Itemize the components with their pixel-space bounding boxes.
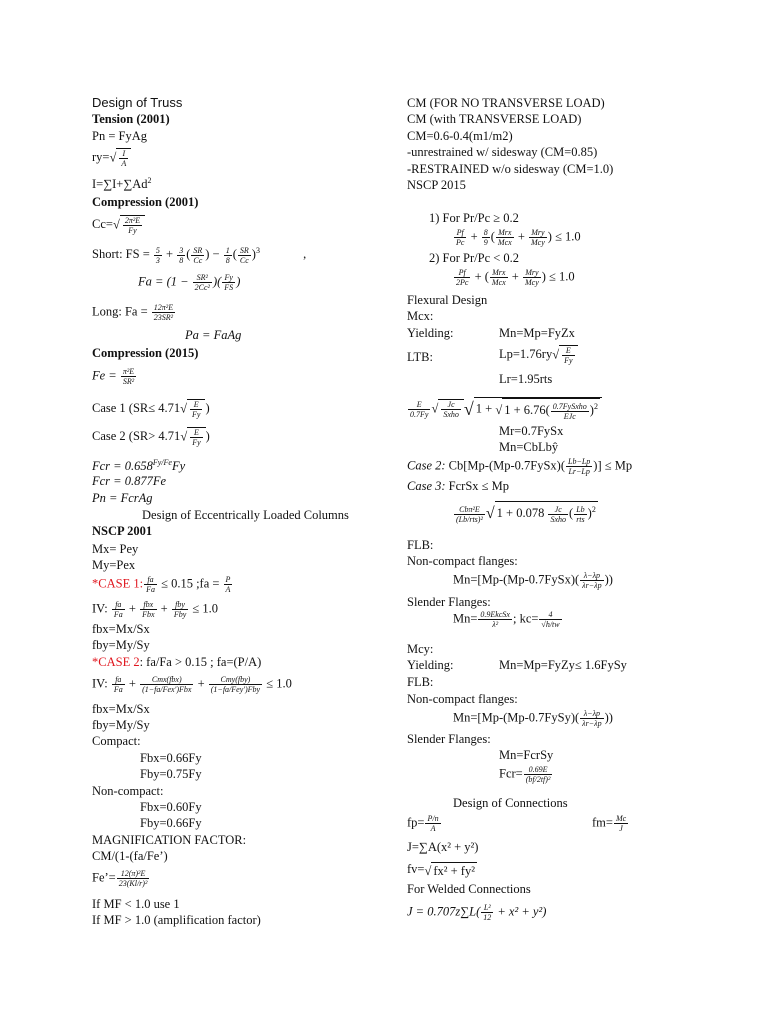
label-ltb: LTB: [407, 350, 433, 364]
formula-yielding-y: Mn=Mp=FyZy≤ 1.6FySy [499, 658, 627, 672]
formula-fcr-inelastic: Fcr = $0.658^{Fy/Fe}Fy$ [92, 458, 186, 474]
label-noncompact-flanges-y: Non-compact flanges: [407, 692, 518, 706]
formula-fbx-compact: Fbx=0.66Fy [140, 751, 202, 765]
formula-fby-compact: Fby=0.75Fy [140, 767, 202, 781]
interaction-eq-2: IV: $\frac{fa}{Fa}$ + $\frac{\text{Cmx(fbx)}}{\text{(1−fa/Fex′)Fbx}}$ + $\frac{\text{Cmy(fby)}}{\text{(1−fa/Fey′)Fby}}$ ≤ 1.0 [92, 675, 292, 694]
case-2-condition: *CASE 2: fa/Fa > 0.15 ; fa=(P/A) [92, 655, 262, 669]
formula-my: My=Pex [92, 558, 136, 572]
label-flb: FLB: [407, 538, 434, 552]
formula-fbx-noncompact: Fbx=0.60Fy [140, 800, 202, 814]
list-item-1: 1) For Pr/Pc ≥ 0.2 [429, 211, 519, 225]
formula-fby-1: fby=My/Sy [92, 638, 150, 652]
label-mcy: Mcy: [407, 642, 434, 656]
formula-ry: ry=√ $\frac{I}{A}$ [92, 148, 131, 168]
interaction-2015-2: $\frac{Pf}{2Pc}$ + ( $\frac{\text{Mrx}}{\text{Mcx}}$ + $\frac{\text{Mry}}{\text{Mcy}}$ ) ≤ 1.0 [456, 268, 575, 287]
mf-rule-1: If MF < 1.0 use 1 [92, 897, 180, 911]
cm-with-transverse: CM (with TRANSVERSE LOAD) [407, 112, 582, 126]
formula-fe-prime: Fe’= $\frac{\text{12(π)²E}}{\text{23(Kl/r)²}}$ [92, 869, 148, 888]
cm-unrestrained: -unrestrained w/ sidesway (CM=0.85) [407, 145, 598, 159]
formula-fm: fm= $\frac{Mc}{J}$ [592, 814, 627, 833]
formula-lp: Lp=1.76ry√ $\frac{E}{Fy}$ [499, 345, 578, 365]
formula-lr-full: $\frac{E}{0.7Fy}$ √ $\frac{Jc}{\text{Sxho}}$ √ 1 + √ 1 + 6.76( $\frac{\text{0.7FySxho}}{\text{EJc}}$ )$^2$ [407, 397, 602, 421]
label-flb-y: FLB: [407, 675, 434, 689]
formula-mn-slender: Mn= $\frac{\text{0.9EkcSx}}{\text{λ²}}$ ; kc= $\frac{4}{√h/tw}$ [453, 610, 560, 629]
ltb-case-3: Case 3: FcrSx ≤ Mp [407, 479, 510, 493]
formula-fbx-2: fbx=Mx/Sx [92, 702, 150, 716]
ltb-case-2: Case 2: Cb[Mp-(Mp-0.7FySx)( $\frac{Lb-Lp}{Lr-Lp}$ )] ≤ Mp [407, 457, 633, 476]
formula-mn-noncompact: Mn=[Mp-(Mp-0.7FySx)( $\frac{\lambda-\lambda p}{\lambda r-\lambda p}$ )) [453, 571, 613, 590]
list-item-2: 2) For Pr/Pc < 0.2 [429, 251, 520, 265]
formula-long-fa: Long: Fa = $\frac{\text{12π²E}}{\text{23SR²}}$ [92, 303, 174, 322]
formula-short-fs: Short: FS = $\frac{5}{3}$ + $\frac{3}{8}$ ( $\frac{SR}{Cc}$ ) − $\frac{1}{8}$ ( $\frac{SR}{Cc}$ )$^3$ , [92, 245, 307, 265]
label-noncompact-flanges: Non-compact flanges: [407, 554, 518, 568]
case-1-limit: Case 1 (SR≤ 4.71√ $\frac{E}{Fy}$ ) [92, 400, 210, 419]
formula-mn-fcr: Mn=FcrSy [499, 748, 554, 762]
cm-formula: CM=0.6-0.4(m1/m2) [407, 129, 513, 143]
formula-fcr-slender: Fcr= $\frac{0.69E}{\text{(bf/2tf)²}}$ [499, 765, 551, 784]
label-mcx: Mcx: [407, 309, 434, 323]
formula-fa: Fa = (1 − $\frac{\text{SR²}}{\text{2Cc²}}$ )( $\frac{Fy}{FS}$ ) [138, 273, 241, 292]
formula-cm: CM/(1-(fa/Fe’) [92, 849, 168, 863]
formula-lr: Lr=1.95rts [499, 372, 553, 386]
heading-magnification: MAGNIFICATION FACTOR: [92, 833, 247, 847]
heading-nscp-2015: NSCP 2015 [407, 178, 466, 192]
label-yielding: Yielding: [407, 326, 454, 340]
label-slender-flanges-y: Slender Flanges: [407, 732, 491, 746]
formula-fby-2: fby=My/Sy [92, 718, 150, 732]
cm-no-transverse: CM (FOR NO TRANSVERSE LOAD) [407, 96, 605, 110]
heading-welded-connections: For Welded Connections [407, 882, 531, 896]
formula-pn: Pn = FyAg [92, 129, 147, 143]
mf-rule-2: If MF > 1.0 (amplification factor) [92, 913, 261, 927]
formula-yielding: Mn=Mp=FyZx [499, 326, 575, 340]
heading-compression-2015: Compression (2015) [92, 346, 199, 360]
section-title-connections: Design of Connections [453, 796, 568, 810]
formula-fv: fv=√ fx² + fy² [407, 862, 475, 878]
formula-i: $I=\sum I+\sum Ad^2$ [92, 176, 152, 192]
interaction-2015-1: $\frac{Pf}{Pc}$ + $\frac{8}{9}$ ( $\frac{\text{Mrx}}{\text{Mcx}}$ + $\frac{\text{Mry}}{\text{Mcy}}$ ) ≤ 1.0 [456, 228, 581, 247]
heading-flexural-design: Flexural Design [407, 293, 488, 307]
formula-fp: fp= $\frac{P/n}{A}$ [407, 814, 439, 833]
formula-mx: Mx= Pey [92, 542, 139, 556]
document-title: Design of Truss [92, 95, 183, 110]
case-2-limit: Case 2 (SR> 4.71√ $\frac{E}{Fy}$ ) [92, 428, 210, 447]
formula-mr: Mr=0.7FySx [499, 424, 564, 438]
heading-tension: Tension (2001) [92, 112, 170, 126]
formula-cc: Cc=√ $\frac{\text{2π²E}}{Fy}$ [92, 215, 145, 235]
label-slender-flanges: Slender Flanges: [407, 595, 491, 609]
cm-restrained: -RESTRAINED w/o sidesway (CM=1.0) [407, 162, 614, 176]
formula-mn-cb: Mn=CbLbŷ [499, 440, 559, 454]
label-noncompact: Non-compact: [92, 784, 164, 798]
heading-compression-2001: Compression (2001) [92, 195, 199, 209]
formula-j-weld: J = 0.707z∑L( $\frac{\text{L²}}{12}$ + x² + y²) [407, 903, 547, 922]
case-1-condition: *CASE 1: $\frac{fa}{Fa}$ ≤ 0.15 ;fa = $\frac{P}{A}$ [92, 575, 231, 594]
label-compact: Compact: [92, 734, 141, 748]
formula-pa: Pa = FaAg [185, 328, 242, 342]
formula-fcr-elastic: Fcr = 0.877Fe [92, 474, 167, 488]
section-title-eccentric: Design of Eccentrically Loaded Columns [142, 508, 349, 522]
heading-nscp-2001: NSCP 2001 [92, 524, 153, 538]
formula-fbx-1: fbx=Mx/Sx [92, 622, 150, 636]
formula-pn-2015: Pn = FcrAg [92, 491, 153, 505]
formula-fe: Fe = $\frac{\text{π²E}}{\text{SR²}}$ [92, 367, 135, 386]
formula-mn-noncompact-y: Mn=[Mp-(Mp-0.7FySy)( $\frac{\lambda-\lambda p}{\lambda r-\lambda p}$ )) [453, 709, 613, 728]
interaction-eq-1: IV: $\frac{fa}{Fa}$ + $\frac{\text{fbx}}{\text{Fbx}}$ + $\frac{\text{fby}}{\text{Fby}}$ ≤ 1.0 [92, 600, 219, 619]
formula-fby-noncompact: Fby=0.66Fy [140, 816, 202, 830]
formula-j-bolt: J=∑A(x² + y²) [407, 840, 479, 854]
formula-fcr-ltb: $\frac{\text{Cbπ²E}}{\text{(Lb/rts)²}}$ √ 1 + 0.078 $\frac{Jc}{\text{Sxho}}$ ( $\frac{Lb}{\text{rts}}$ )$^2$ [453, 501, 598, 524]
label-yielding-y: Yielding: [407, 658, 454, 672]
